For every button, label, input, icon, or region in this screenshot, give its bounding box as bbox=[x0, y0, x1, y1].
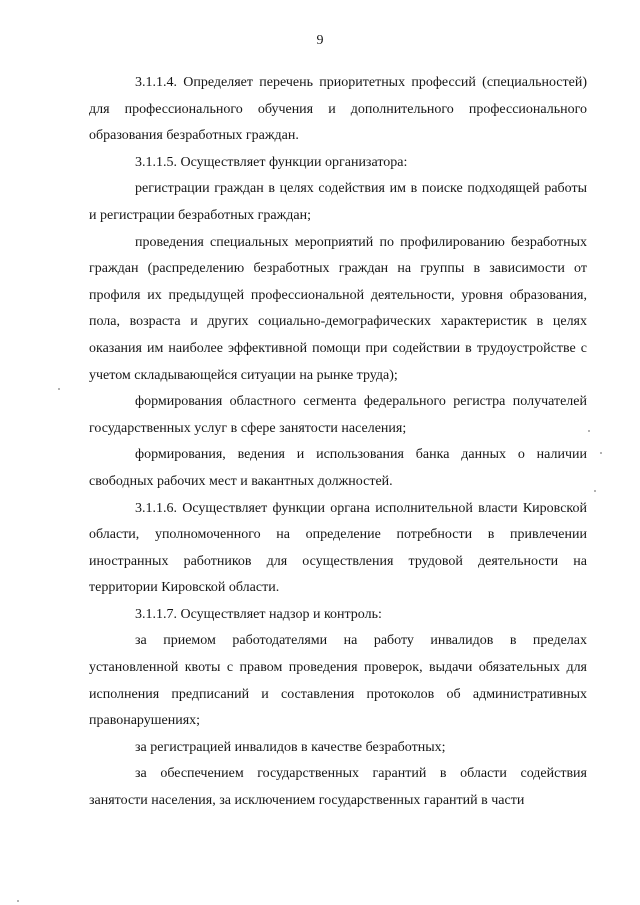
clause-3-1-1-4: 3.1.1.4. Определяет перечень приоритетных профессий (специальностей) для профессионального обучения и дополнительного профессионального образования безработных граждан. bbox=[89, 75, 587, 144]
clause-3-1-1-5-item-vacancy-database: формирования, ведения и использования банка данных о наличии свободных рабочих мест и вакантных должностей. bbox=[89, 447, 587, 489]
clause-3-1-1-7-item-disabled-registration: за регистрацией инвалидов в качестве безработных; bbox=[135, 739, 446, 755]
clause-3-1-1-7-item-disabled-quota: за приемом работодателями на работу инвалидов в пределах установленной квоты с правом проведения проверок, выдачи обязательных для исполнения предписаний и составления протоколов об административных правонарушениях; bbox=[89, 633, 587, 729]
clause-3-1-1-5-item-registration: регистрации граждан в целях содействия им в поиске подходящей работы и регистрации безработных граждан; bbox=[89, 181, 587, 223]
scan-speck bbox=[17, 900, 19, 902]
page-number: 9 bbox=[316, 33, 324, 48]
clause-3-1-1-5-heading: 3.1.1.5. Осуществляет функции организатора: bbox=[135, 154, 408, 170]
scan-speck bbox=[600, 452, 602, 454]
clause-3-1-1-5-item-profiling: проведения специальных мероприятий по профилированию безработных граждан (распределению безработных граждан на группы в зависимости от профиля их предыдущей профессиональной деятельности, уровня образования, пола, возраста и других социально-демографических характеристик в целях оказания им наиболее эффективной помощи при содействии в трудоустройстве с учетом складывающейся ситуации на рынке труда); bbox=[89, 234, 587, 383]
clause-3-1-1-7-heading: 3.1.1.7. Осуществляет надзор и контроль: bbox=[135, 606, 382, 622]
clause-3-1-1-5-item-register-segment: формирования областного сегмента федерального регистра получателей государственных услуг в сфере занятости населения; bbox=[89, 394, 587, 436]
scan-speck bbox=[594, 490, 596, 492]
scan-speck bbox=[58, 388, 60, 390]
document-body bbox=[89, 70, 587, 815]
clause-3-1-1-7-item-state-guarantees: за обеспечением государственных гарантий в области содействия занятости населения, за исключением государственных гарантий в части bbox=[89, 766, 587, 809]
scan-speck bbox=[588, 430, 590, 432]
clause-3-1-1-6: 3.1.1.6. Осуществляет функции органа исполнительной власти Кировской области, уполномоченного на определение потребности в привлечении иностранных работников для осуществления трудовой деятельности на территории Кировской области. bbox=[89, 500, 587, 596]
